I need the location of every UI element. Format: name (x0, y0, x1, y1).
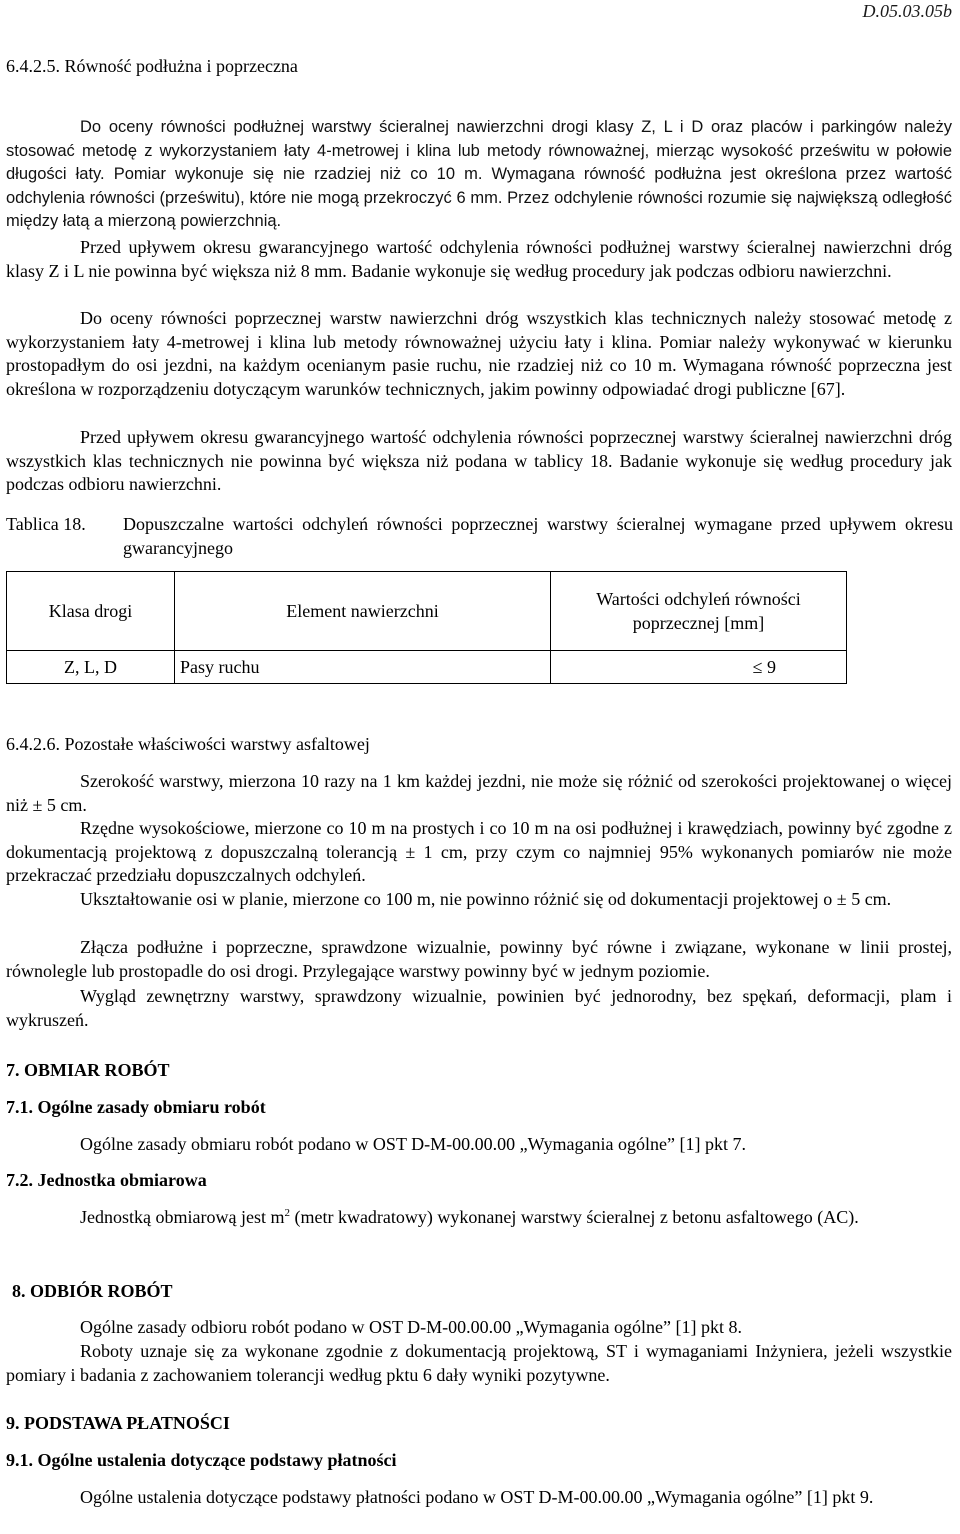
paragraph-warranty-transverse: Przed upływem okresu gwarancyjnego wartość odchylenia równości poprzecznej warstwy ścieralnej nawierzchni dróg wszystkich klas technicznych nie powinna być większa niż podana w tablicy 18. Badanie wykonuje się według procedury jak podczas odbioru nawierzchni. (6, 427, 952, 494)
unit-superscript: 2 (284, 1207, 290, 1219)
page-code: D.05.03.05b (862, 1, 952, 21)
section-heading-9: 9. PODSTAWA PŁATNOŚCI (6, 1413, 230, 1433)
table-cell: ≤ 9 (551, 651, 847, 684)
table-header-row (7, 572, 847, 651)
table-header-cell: Klasa drogi (7, 572, 175, 651)
paragraph-warranty-longitudinal: Przed upływem okresu gwarancyjnego wartość odchylenia równości podłużnej warstwy ścieralnej nawierzchni dróg klasy Z i L nie powinna być większa niż 8 mm. Badanie wykonuje się według procedury jak podczas odbioru nawierzchni. (6, 237, 952, 281)
paragraph-joints: Złącza podłużne i poprzeczne, sprawdzone wizualnie, powinny być równe i związane, wykonane w linii prostej, równolegle lub prostopadle do osi drogi. Przylegające warstwy powinny być w jednym poziomie. (6, 937, 952, 981)
table-caption: Dopuszczalne wartości odchyleń równości poprzecznej warstwy ścieralnej wymagane przed upływem okresu gwarancyjnego (123, 514, 953, 558)
section-heading-91: 9.1. Ogólne ustalenia dotyczące podstawy płatności (6, 1450, 397, 1470)
table-header-cell: Wartości odchyleń równości poprzecznej [mm] (551, 572, 847, 651)
table-row (7, 651, 847, 684)
table-header-cell: Element nawierzchni (175, 572, 551, 651)
paragraph-acceptance-rules: Ogólne zasady odbioru robót podano w OST D-M-00.00.00 „Wymagania ogólne” [1] pkt 8. (80, 1317, 742, 1337)
paragraph-elevations: Rzędne wysokościowe, mierzone co 10 m na prostych i co 10 m na osi podłużnej i krawędziach, powinny być zgodne z dokumentacją projektową z dopuszczalną tolerancją ± 1 cm, przy czym co najmniej 95% wykonanych pomiarów nie może przekraczać przedziału dopuszczalnych odchyleń. (6, 818, 952, 885)
paragraph-measurement-unit (6, 1206, 952, 1230)
section-heading-7: 7. OBMIAR ROBÓT (6, 1060, 170, 1080)
section-heading-8: 8. ODBIÓR ROBÓT (12, 1281, 173, 1301)
paragraph-payment-rules: Ogólne ustalenia dotyczące podstawy płatności podano w OST D-M-00.00.00 „Wymagania ogólne” [1] pkt 9. (80, 1487, 874, 1507)
table-cell: Z, L, D (7, 651, 175, 684)
paragraph-width: Szerokość warstwy, mierzona 10 razy na 1 km każdej jezdni, nie może się różnić od szerokości projektowanej o więcej niż ± 5 cm. (6, 771, 952, 815)
unit-text-start: Jednostką obmiarową jest m (80, 1207, 285, 1227)
section-heading-6426: 6.4.2.6. Pozostałe właściwości warstwy asfaltowej (6, 734, 370, 754)
unit-text-end: (metr kwadratowy) wykonanej warstwy ścieralnej z betonu asfaltowego (AC). (289, 1207, 859, 1227)
table-cell: Pasy ruchu (175, 651, 551, 684)
section-heading-72: 7.2. Jednostka obmiarowa (6, 1170, 207, 1190)
paragraph-appearance: Wygląd zewnętrzny warstwy, sprawdzony wizualnie, powinien być jednorodny, bez spękań, deformacji, plam i wykruszeń. (6, 986, 952, 1030)
paragraph-axis-alignment: Ukształtowanie osi w planie, mierzone co 100 m, nie powinno różnić się od dokumentacji projektowej o ± 5 cm. (80, 889, 892, 909)
paragraph-longitudinal-evenness: Do oceny równości podłużnej warstwy ścieralnej nawierzchni drogi klasy Z, L i D oraz placów i parkingów należy stosować metodę z wykorzystaniem łaty 4-metrowej i klina lub metody równoważnej, mierząc wysokość prześwitu w połowie długości łaty. Pomiar wykonuje się nie rzadziej niż co 10 m. Wymagana równość podłużna jest określona przez wartość odchylenia równości (prześwitu), które nie mogą przekroczyć 6 mm. Przez odchylenie równości rozumie się największą odległość między łatą a mierzoną powierzchnią. (6, 118, 952, 230)
paragraph-acceptance-conditions: Roboty uznaje się za wykonane zgodnie z dokumentacją projektową, ST i wymaganiami Inżyniera, jeżeli wszystkie pomiary i badania z zachowaniem tolerancji według pktu 6 dały wyniki pozytywne. (6, 1341, 952, 1385)
paragraph-measurement-rules: Ogólne zasady obmiaru robót podano w OST D-M-00.00.00 „Wymagania ogólne” [1] pkt 7. (80, 1134, 746, 1154)
section-heading-6425: 6.4.2.5. Równość podłużna i poprzeczna (6, 56, 298, 76)
section-heading-71: 7.1. Ogólne zasady obmiaru robót (6, 1097, 266, 1117)
tolerance-table (6, 571, 847, 684)
table-label: Tablica 18. (6, 514, 86, 534)
paragraph-transverse-evenness: Do oceny równości poprzecznej warstw nawierzchni dróg wszystkich klas technicznych należy stosować metodę z wykorzystaniem łaty 4-metrowej i klina lub metody równoważnej użyciu łaty i klina. Pomiar należy wykonywać w kierunku prostopadłym do osi jezdni, na każdym ocenianym pasie ruchu, nie rzadziej niż co 10 m. Wymagana równość poprzeczna jest określona w rozporządzeniu dotyczącym warunków technicznych, jakim powinny odpowiadać drogi publiczne [67]. (6, 308, 952, 399)
